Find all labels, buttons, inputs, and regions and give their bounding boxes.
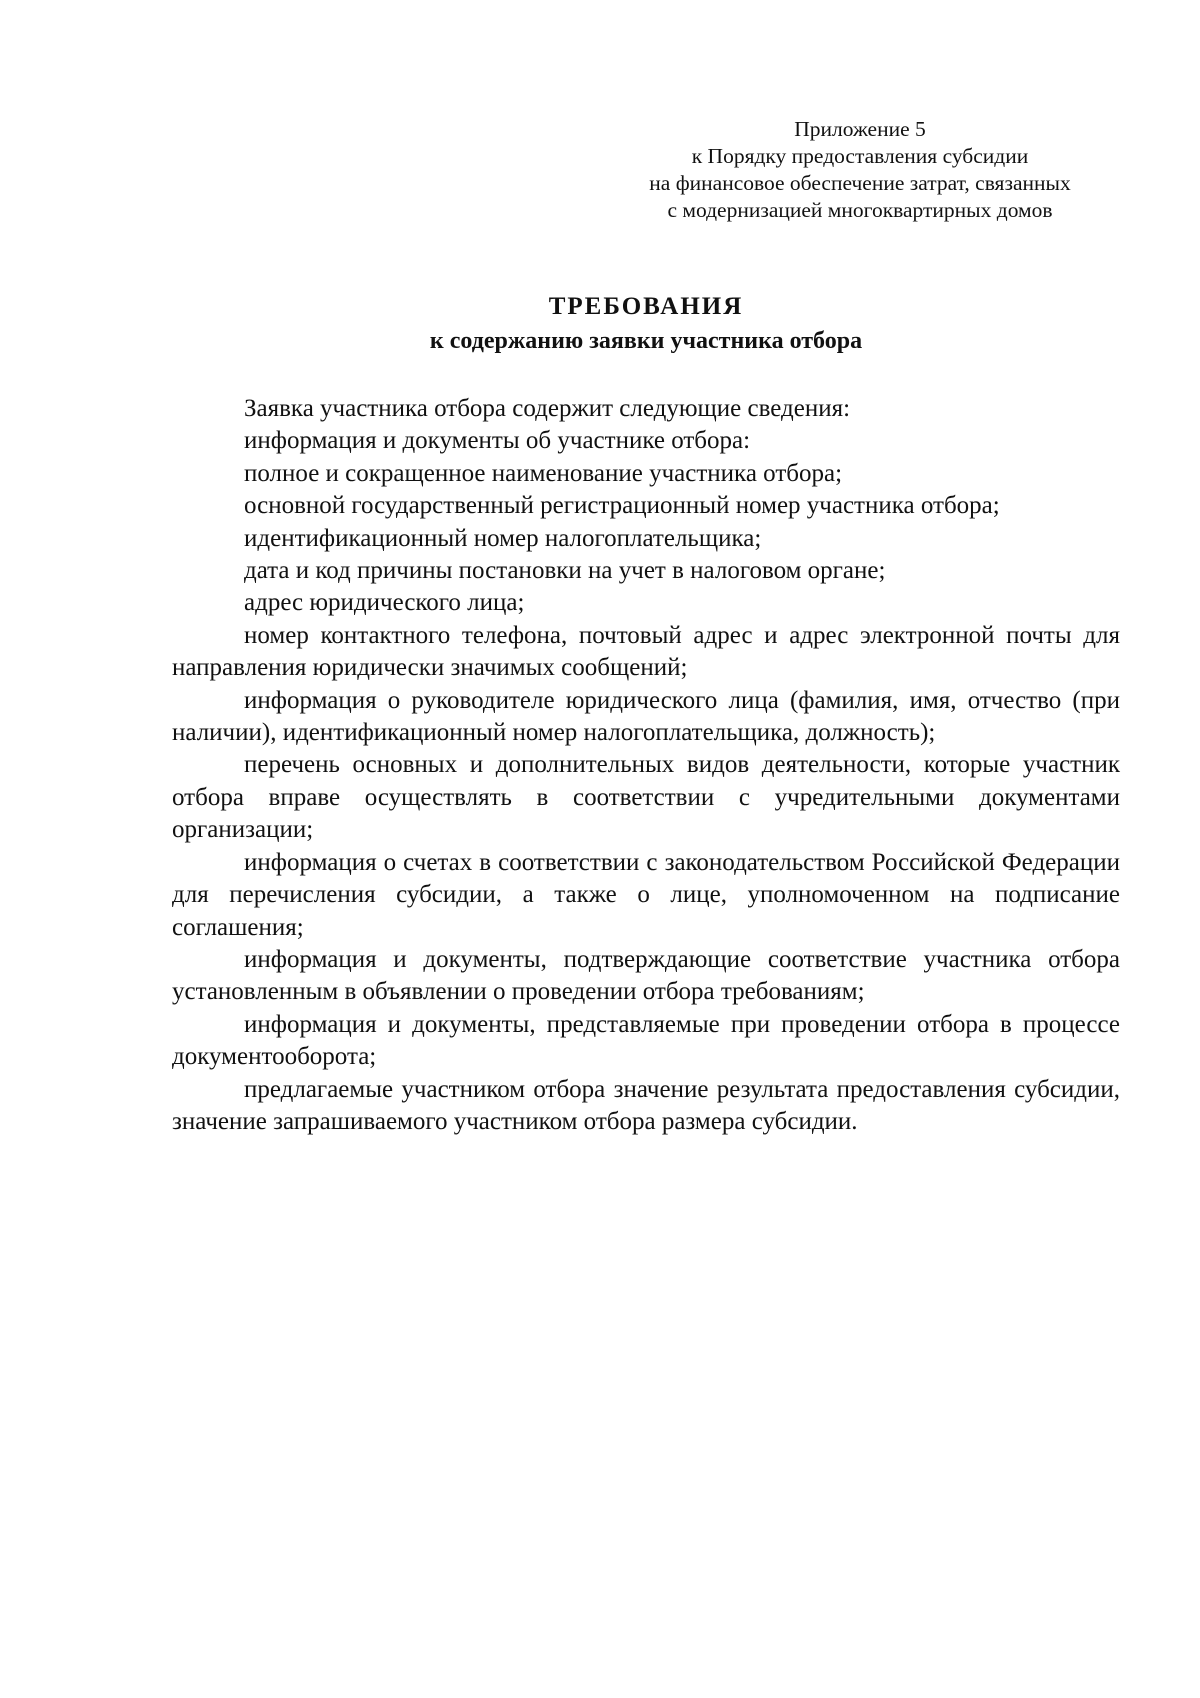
paragraph: номер контактного телефона, почтовый адрес и адрес электронной почты для направления юридически значимых сообщений;	[172, 621, 1120, 682]
paragraph: основной государственный регистрационный номер участника отбора;	[244, 492, 1000, 520]
appendix-line: к Порядку предоставления субсидии	[691, 144, 1029, 168]
paragraph: предлагаемые участником отбора значение результата предоставления субсидии, значение запрашиваемого участником отбора размера субсидии.	[172, 1075, 1120, 1135]
paragraph: адрес юридического лица;	[244, 589, 525, 617]
paragraph: дата и код причины постановки на учет в налоговом органе;	[244, 557, 886, 585]
appendix-line: Приложение 5	[794, 117, 926, 141]
document-heading	[172, 290, 1120, 358]
paragraph: идентификационный номер налогоплательщика;	[244, 524, 762, 552]
paragraph: информация и документы об участнике отбора:	[244, 427, 751, 455]
document-subtitle: к содержанию заявки участника отбора	[429, 328, 863, 354]
paragraph: перечень основных и дополнительных видов деятельности, которые участник отбора вправе осуществлять в соответствии с учредительными документами организации;	[172, 751, 1120, 844]
paragraph: информация о счетах в соответствии с законодательством Российской Федерации для перечисления субсидии, а также о лице, уполномоченном на подписание соглашения;	[172, 848, 1120, 941]
paragraph: полное и сокращенное наименование участника отбора;	[244, 459, 843, 487]
appendix-line: на финансовое обеспечение затрат, связанных	[649, 171, 1071, 195]
paragraph: Заявка участника отбора содержит следующие сведения:	[244, 395, 851, 422]
document-body	[172, 393, 1120, 1138]
appendix-line: с модернизацией многоквартирных домов	[667, 198, 1053, 222]
paragraph: информация и документы, подтверждающие соответствие участника отбора установленным в объявлении о проведении отбора требованиям;	[172, 945, 1120, 1006]
paragraph: информация о руководителе юридического лица (фамилия, имя, отчество (при наличии), идентификационный номер налогоплательщика, должность);	[172, 686, 1120, 747]
paragraph: информация и документы, представляемые при проведении отбора в процессе документооборота;	[172, 1010, 1120, 1071]
document-title: ТРЕБОВАНИЯ	[548, 293, 744, 320]
appendix-note	[600, 116, 1120, 224]
